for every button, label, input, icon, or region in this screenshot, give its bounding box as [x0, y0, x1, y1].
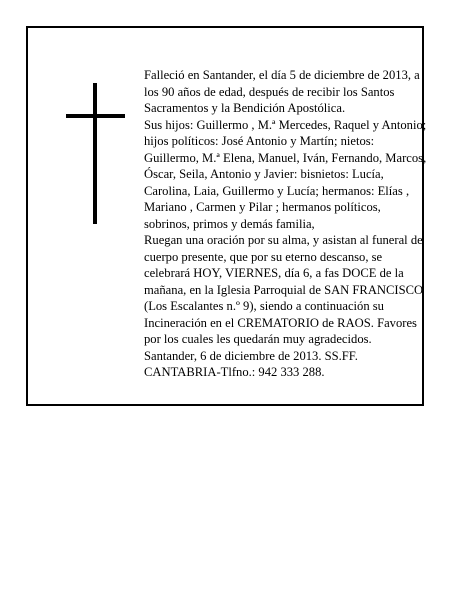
text-line: Carolina, Laia, Guillermo y Lucía; hermanos: Elías , [144, 183, 410, 198]
text-line: Incineración en el CREMATORIO de RAOS. Favores [144, 315, 417, 330]
text-line: hijos políticos: José Antonio y Martín; nietos: [144, 134, 375, 148]
funeral-details-paragraph [144, 232, 448, 348]
date-signature-paragraph [144, 348, 448, 365]
notice-text [144, 67, 448, 381]
text-line: Sacramentos y la Bendición Apostólica. [144, 101, 346, 115]
text-line: mañana, en la Iglesia Parroquial de SAN FRANCISCO [144, 282, 424, 297]
text-line: los 90 años de edad, después de recibir los Santos [144, 84, 395, 99]
text-line: Sus hijos: Guillermo , M.ª Mercedes, Raquel y Antonio; [144, 117, 427, 132]
text-line: Ruegan una oración por su alma, y asistan al funeral de [144, 233, 423, 247]
text-line: (Los Escalantes n.º 9), siendo a continuación su [144, 299, 384, 313]
text-line: CANTABRIA-Tlfno.: 942 333 288. [144, 365, 325, 379]
text-line: cuerpo presente, que por su eterno descanso, se [144, 249, 383, 264]
obituary-notice [26, 26, 427, 406]
cross-vertical-bar [93, 83, 97, 224]
text-line: Guillermo, M.ª Elena, Manuel, Iván, Fernando, Marcos, [144, 150, 427, 165]
text-line: celebrará HOY, VIERNES, día 6, a fas DOCE de la [144, 266, 404, 280]
cross-horizontal-bar [66, 114, 125, 118]
text-line: Mariano , Carmen y Pilar ; hermanos políticos, [144, 200, 381, 214]
text-line: Falleció en Santander, el día 5 de diciembre de 2013, a [144, 68, 420, 82]
family-paragraph [144, 117, 448, 233]
text-line: Santander, 6 de diciembre de 2013. SS.FF. [144, 348, 358, 363]
text-line: Óscar, Seila, Antonio y Javier: bisnietos: Lucía, [144, 167, 384, 181]
death-announcement-paragraph [144, 67, 448, 117]
text-line: por los cuales les quedarán muy agradecidos. [144, 332, 372, 346]
text-line: sobrinos, primos y demás familia, [144, 216, 315, 231]
contact-paragraph [144, 364, 448, 381]
